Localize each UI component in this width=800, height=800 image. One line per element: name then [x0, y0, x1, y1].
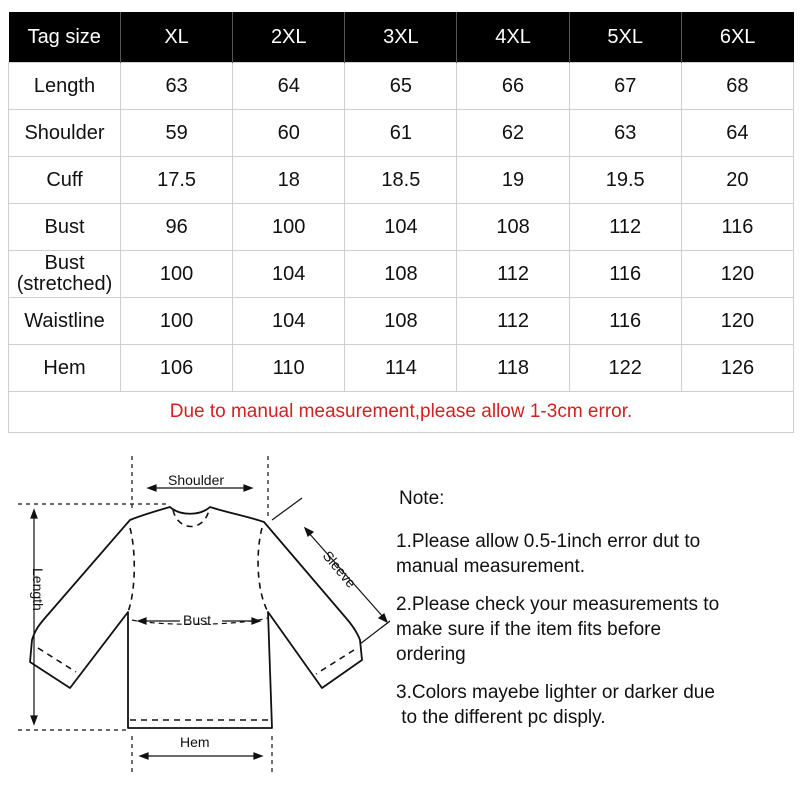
- table-cell: 68: [681, 63, 793, 110]
- table-cell: 120: [681, 298, 793, 345]
- table-cell: 61: [345, 110, 457, 157]
- table-cell: 106: [121, 345, 233, 392]
- length-label: Length: [30, 568, 46, 611]
- note-line: ordering: [396, 644, 466, 665]
- table-cell: 65: [345, 63, 457, 110]
- header-size: 3XL: [345, 12, 457, 63]
- table-cell: 116: [681, 204, 793, 251]
- row-label-cuff: Cuff: [9, 157, 121, 204]
- note-line: make sure if the item fits before: [396, 619, 662, 640]
- table-cell: 66: [457, 63, 569, 110]
- row-label-hem: Hem: [9, 345, 121, 392]
- table-cell: 112: [457, 298, 569, 345]
- table-row: [9, 157, 794, 204]
- row-label-shoulder: Shoulder: [9, 110, 121, 157]
- table-cell: 60: [233, 110, 345, 157]
- table-cell: 116: [569, 251, 681, 298]
- table-cell: 108: [457, 204, 569, 251]
- table-cell: 19.5: [569, 157, 681, 204]
- header-tag-size: Tag size: [9, 12, 121, 63]
- table-cell: 19: [457, 157, 569, 204]
- row-label-length: Length: [9, 63, 121, 110]
- notes-title: Note:: [399, 488, 445, 509]
- table-cell: 62: [457, 110, 569, 157]
- measurement-error-note: Due to manual measurement,please allow 1-3cm error.: [9, 392, 794, 433]
- table-cell: 96: [121, 204, 233, 251]
- table-cell: 17.5: [121, 157, 233, 204]
- table-cell: 110: [233, 345, 345, 392]
- note-item: [396, 592, 796, 667]
- table-row: [9, 251, 794, 298]
- table-row: [9, 345, 794, 392]
- table-cell: 64: [233, 63, 345, 110]
- notes-panel: [396, 486, 796, 743]
- table-cell: 126: [681, 345, 793, 392]
- size-chart-table: [8, 12, 794, 433]
- table-cell: 108: [345, 251, 457, 298]
- row-label-waistline: Waistline: [9, 298, 121, 345]
- table-cell: 108: [345, 298, 457, 345]
- table-cell: 104: [345, 204, 457, 251]
- table-cell: 112: [457, 251, 569, 298]
- row-label-line: (stretched): [16, 273, 113, 295]
- note-line: 3.Colors mayebe lighter or darker due: [396, 682, 715, 703]
- table-cell: 18: [233, 157, 345, 204]
- bust-label: Bust: [183, 612, 212, 628]
- table-row: [9, 110, 794, 157]
- table-row: [9, 63, 794, 110]
- note-line: 1.Please allow 0.5-1inch error dut to: [396, 531, 701, 552]
- table-cell: 100: [121, 298, 233, 345]
- header-size: 5XL: [569, 12, 681, 63]
- table-cell: 116: [569, 298, 681, 345]
- table-cell: 59: [121, 110, 233, 157]
- table-cell: 20: [681, 157, 793, 204]
- table-cell: 18.5: [345, 157, 457, 204]
- size-header-row: [9, 12, 794, 63]
- table-cell: 122: [569, 345, 681, 392]
- shoulder-label: Shoulder: [168, 472, 225, 488]
- table-cell: 64: [681, 110, 793, 157]
- table-cell: 112: [569, 204, 681, 251]
- table-cell: 104: [233, 251, 345, 298]
- table-cell: 104: [233, 298, 345, 345]
- note-item: [396, 680, 796, 730]
- table-cell: 120: [681, 251, 793, 298]
- row-label-bust-stretched: [9, 251, 121, 298]
- table-cell: 114: [345, 345, 457, 392]
- table-cell: 63: [121, 63, 233, 110]
- table-cell: 118: [457, 345, 569, 392]
- footnote-row: [9, 392, 794, 433]
- row-label-bust: Bust: [9, 204, 121, 251]
- table-cell: 63: [569, 110, 681, 157]
- header-size: 4XL: [457, 12, 569, 63]
- hem-label: Hem: [180, 734, 210, 750]
- header-size: XL: [121, 12, 233, 63]
- note-line: to the different pc disply.: [396, 707, 606, 728]
- row-label-line: Bust: [44, 252, 85, 274]
- note-item: [396, 529, 796, 579]
- table-row: [9, 298, 794, 345]
- table-cell: 100: [121, 251, 233, 298]
- header-size: 2XL: [233, 12, 345, 63]
- table-row: [9, 204, 794, 251]
- sleeve-label: Sleeve: [319, 547, 360, 591]
- note-line: 2.Please check your measurements to: [396, 594, 720, 615]
- table-cell: 100: [233, 204, 345, 251]
- table-cell: 67: [569, 63, 681, 110]
- header-size: 6XL: [681, 12, 793, 63]
- note-line: manual measurement.: [396, 556, 586, 577]
- garment-measurement-diagram: [10, 450, 390, 790]
